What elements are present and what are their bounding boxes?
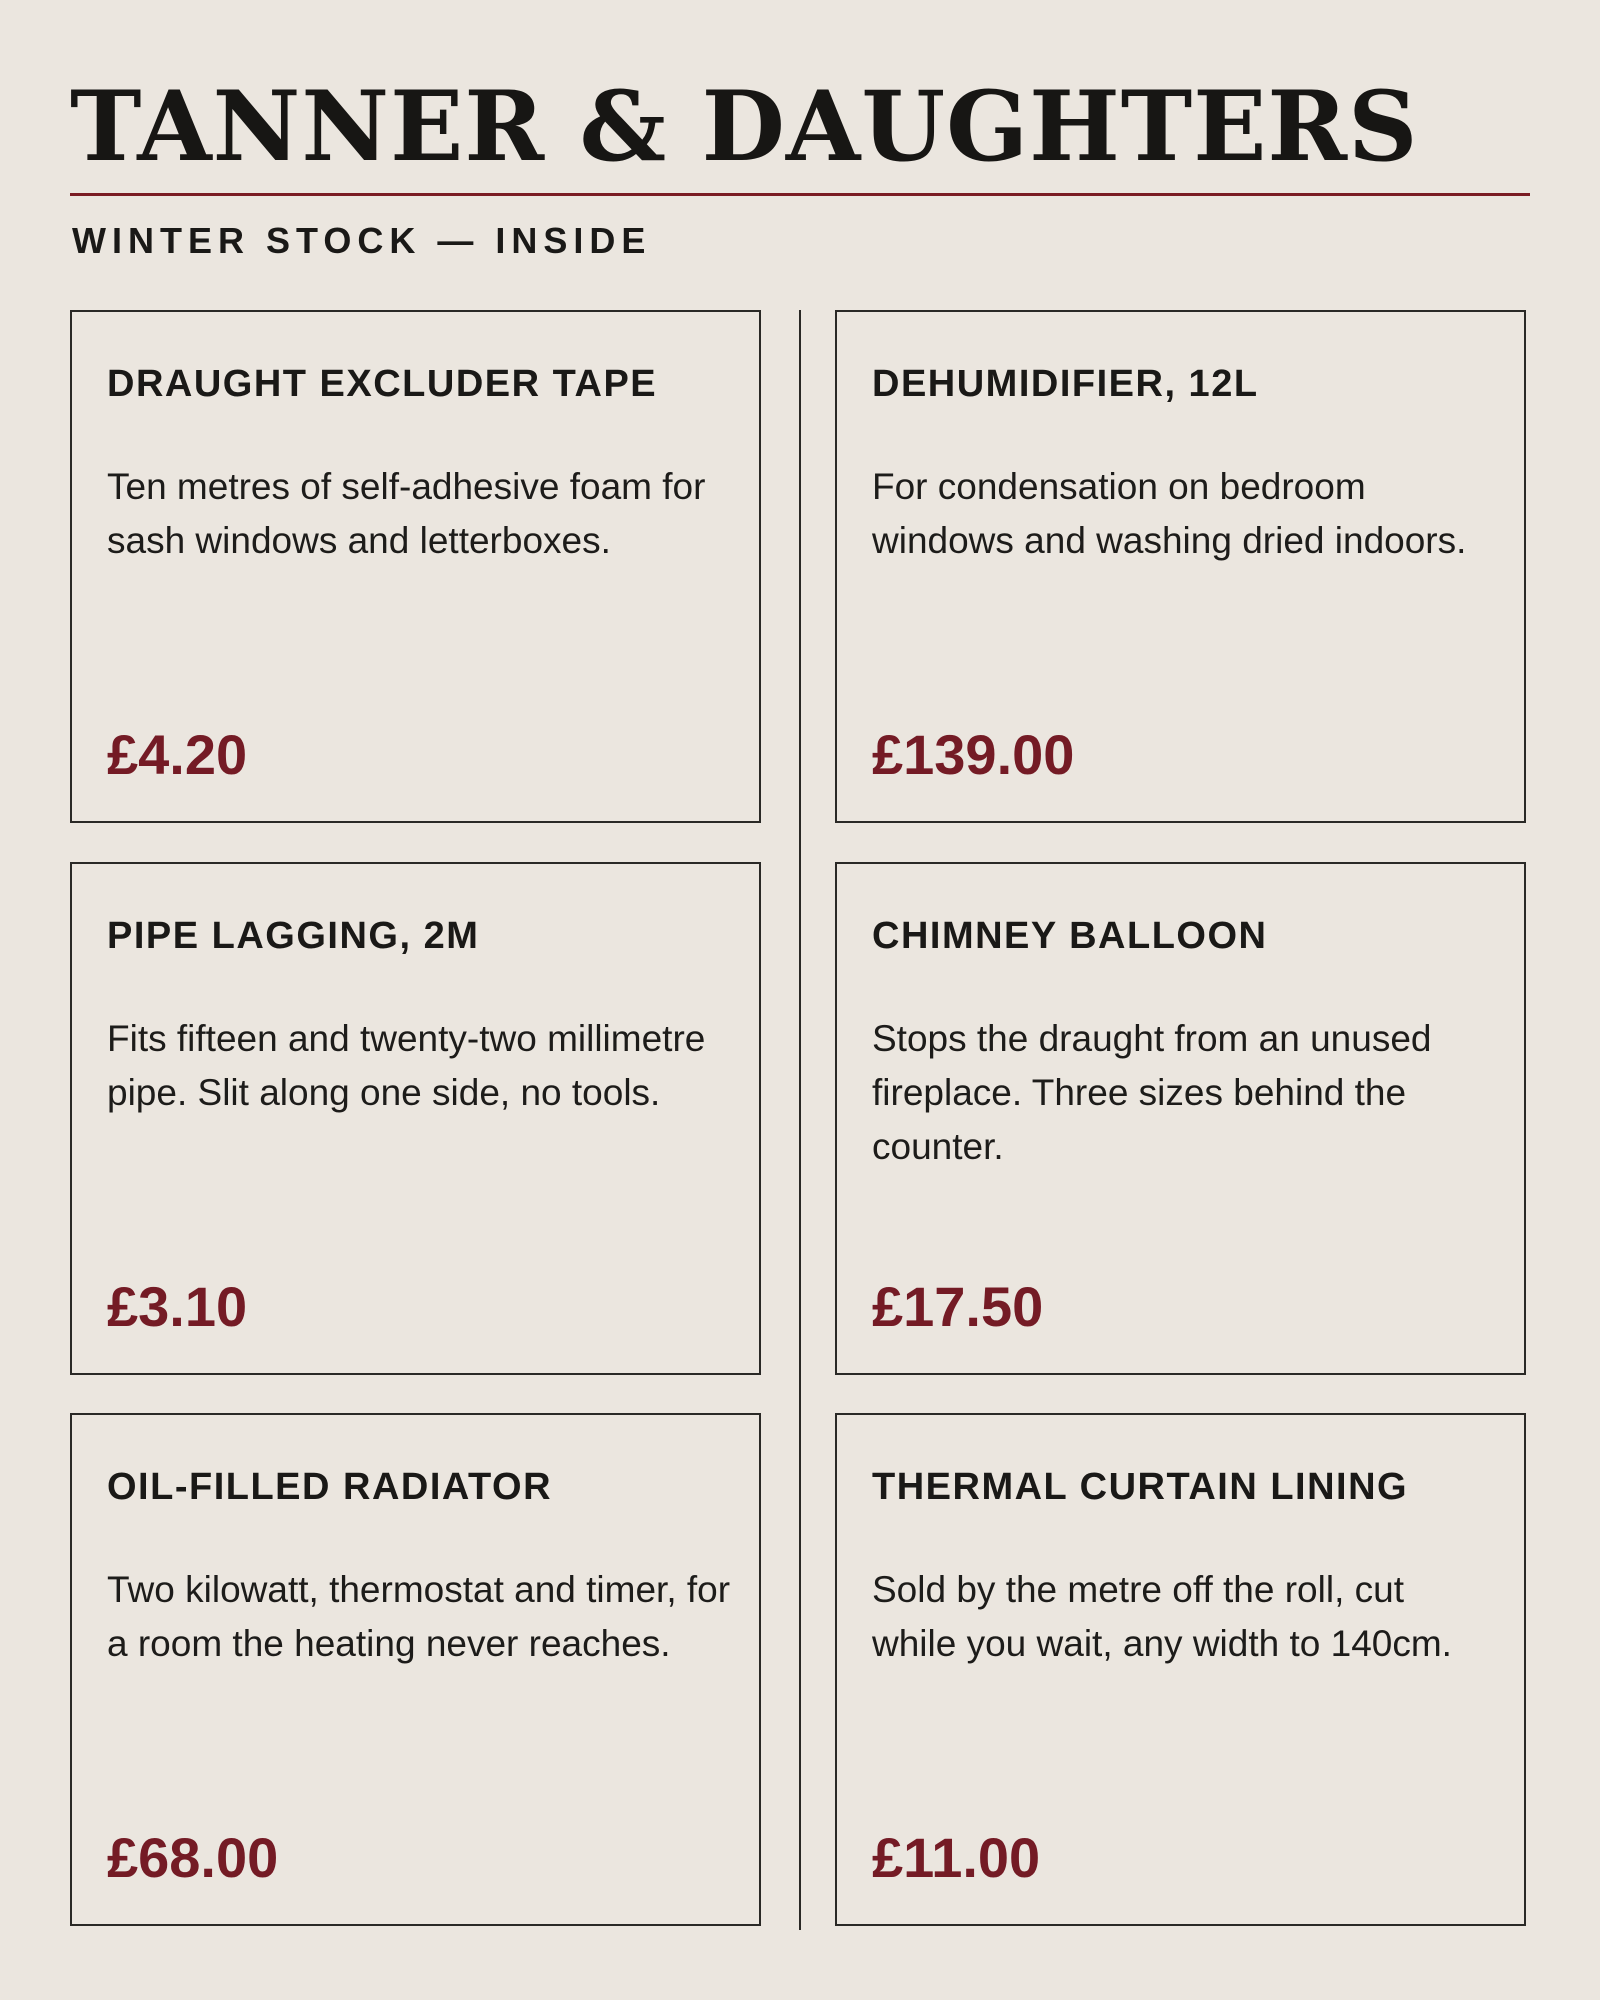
column-divider (799, 310, 801, 1930)
product-price: £139.00 (872, 723, 1075, 786)
product-price: £4.20 (107, 723, 248, 786)
product-price: £17.50 (872, 1275, 1044, 1338)
product-name: DEHUMIDIFIER, 12L (872, 363, 1259, 405)
product-name: CHIMNEY BALLOON (872, 915, 1268, 957)
header-rule (70, 193, 1530, 196)
product-description: For condensation on bedroom windows and washing dried indoors. (872, 466, 1467, 561)
product-card-dehumidifier (835, 310, 1526, 823)
product-card-chimney-balloon (835, 862, 1526, 1375)
product-description: Stops the draught from an unused fireplace. Three sizes behind the counter. (872, 1018, 1432, 1167)
price-list-page (70, 0, 1530, 2000)
product-name: PIPE LAGGING, 2M (107, 915, 480, 957)
product-name: THERMAL CURTAIN LINING (872, 1466, 1409, 1508)
product-description: Fits fifteen and twenty-two millimetre pipe. Slit along one side, no tools. (107, 1018, 706, 1113)
product-description: Ten metres of self-adhesive foam for sash windows and letterboxes. (107, 466, 706, 561)
product-name: DRAUGHT EXCLUDER TAPE (107, 363, 658, 405)
product-name: OIL-FILLED RADIATOR (107, 1466, 553, 1508)
product-card-oil-filled-radiator (70, 1413, 761, 1926)
product-description: Two kilowatt, thermostat and timer, for a room the heating never reaches. (107, 1569, 731, 1664)
product-card-thermal-curtain-lining (835, 1413, 1526, 1926)
product-price: £68.00 (107, 1826, 279, 1889)
product-price: £3.10 (107, 1275, 248, 1338)
product-price: £11.00 (872, 1826, 1041, 1889)
product-description: Sold by the metre off the roll, cut while you wait, any width to 140cm. (872, 1569, 1452, 1664)
brand-title: TANNER & DAUGHTERS (70, 70, 1419, 183)
product-card-pipe-lagging (70, 862, 761, 1375)
section-subtitle: WINTER STOCK — INSIDE (72, 220, 652, 261)
product-card-draught-excluder-tape (70, 310, 761, 823)
